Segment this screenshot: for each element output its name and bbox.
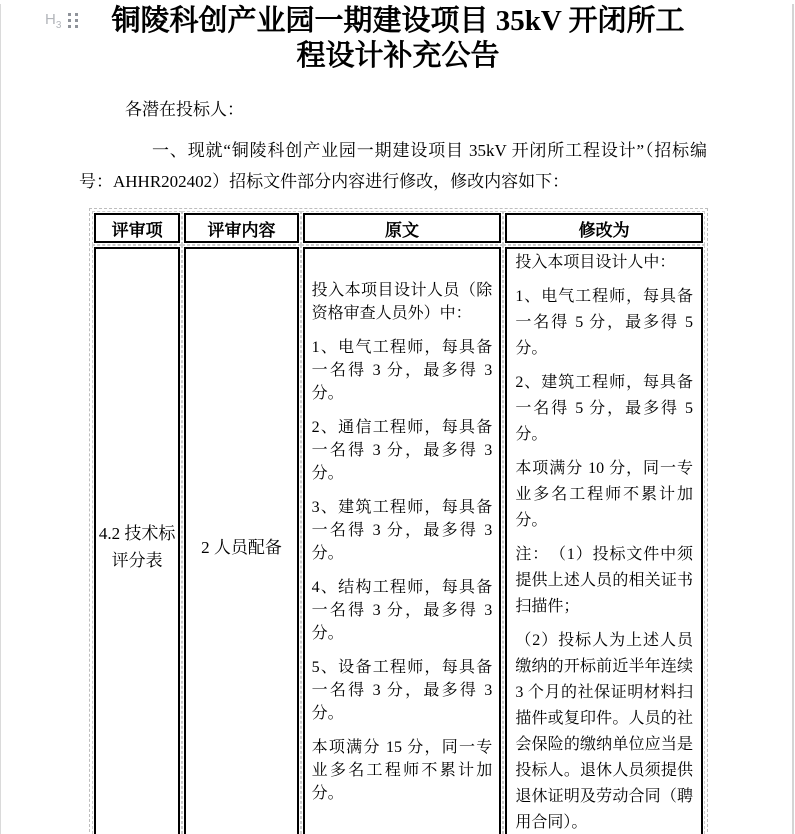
- cell-paragraph: 1、电气工程师，每具备一名得 5 分，最多得 5 分。: [515, 288, 693, 357]
- revision-table: [90, 209, 707, 834]
- column-header-revised: 修改为: [505, 213, 703, 243]
- cell-paragraph: （2）投标人为上述人员缴纳的开标前近半年连续 3 个月的社保证明材料扫描件或复印件。人员的社会保险的缴纳单位应当是投标人。退休人员须提供退休证明及劳动合同（聘用合同）。: [515, 632, 693, 831]
- heading-level-number: 3: [55, 20, 62, 31]
- intro-paragraph: 一、现就“铜陵科创产业园一期建设项目 35kV 开闭所工程设计”（招标编号：AHHR202402）招标文件部分内容进行修改，修改内容如下：: [79, 141, 707, 191]
- cell-paragraph: 投入本项目设计人中：: [515, 254, 676, 271]
- cell-original-text: [303, 247, 502, 834]
- block-editor-controls: [45, 12, 78, 33]
- page-root: [0, 4, 795, 834]
- cell-paragraph: 投入本项目设计人员（除资格审查人员外）中：: [311, 281, 493, 322]
- table-row: [94, 247, 703, 834]
- drag-handle-icon[interactable]: [68, 12, 78, 28]
- cell-paragraph: 1、电气工程师，每具备一名得 3 分，最多得 3 分。: [311, 338, 493, 402]
- cell-paragraph: 2、通信工程师，每具备一名得 3 分，最多得 3 分。: [311, 418, 493, 482]
- cell-review-content: 2 人员配备: [184, 247, 298, 834]
- cell-paragraph: 4、结构工程师，每具备一名得 3 分，最多得 3 分。: [311, 578, 493, 642]
- scrollbar-track[interactable]: [792, 4, 794, 834]
- cell-review-item: 4.2 技术标评分表: [94, 247, 180, 834]
- column-header-review-content: 评审内容: [184, 213, 298, 243]
- cell-paragraph: 5、设备工程师，每具备一名得 3 分，最多得 3 分。: [311, 658, 493, 722]
- cell-paragraph: 2、建筑工程师，每具备一名得 5 分，最多得 5 分。: [515, 374, 693, 443]
- cell-revised-text: [505, 247, 703, 834]
- heading-level-badge[interactable]: $H_3$: [45, 11, 62, 31]
- cell-paragraph: 本项满分 10 分，同一专业多名工程师不累计加分。: [515, 460, 693, 529]
- cell-paragraph: 本项满分 15 分，同一专业多名工程师不累计加分。: [311, 738, 493, 802]
- salutation-paragraph: 各潜在投标人：: [125, 100, 244, 119]
- column-header-original: 原文: [303, 213, 502, 243]
- cell-paragraph: 3、建筑工程师，每具备一名得 3 分，最多得 3 分。: [311, 498, 493, 562]
- revision-table-wrapper: [89, 208, 708, 834]
- cell-paragraph: 注： （1）投标文件中须提供上述人员的相关证书扫描件；: [515, 546, 693, 615]
- table-header-row: [94, 213, 703, 243]
- document-title: 铜陵科创产业园一期建设项目 35kV 开闭所工程设计补充公告: [111, 5, 685, 72]
- column-header-review-item: 评审项: [94, 213, 180, 243]
